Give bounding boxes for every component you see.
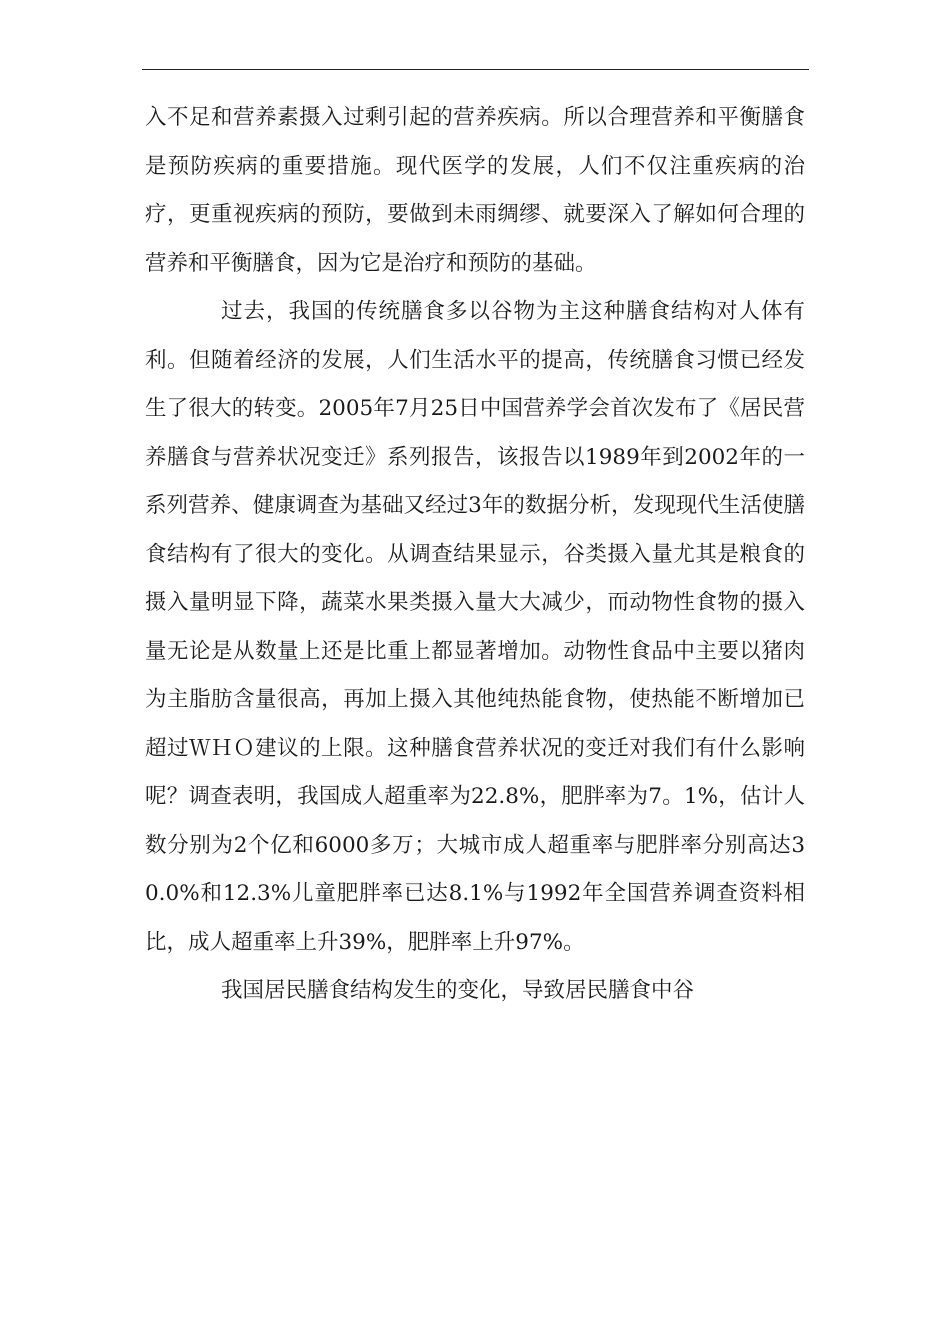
document-body: [145, 94, 805, 1016]
paragraph-2: 过去，我国的传统膳食多以谷物为主这种膳食结构对人体有利。但随着经济的发展，人们生活水平的提高，传统膳食习惯已经发生了很大的转变。2005年7月25日中国营养学会首次发布了《居民营养膳食与营养状况变迁》系列报告，该报告以1989年到2002年的一系列营养、健康调查为基础又经过3年的数据分析，发现现代生活使膳食结构有了很大的变化。从调查结果显示，谷类摄入量尤其是粮食的摄入量明显下降，蔬菜水果类摄入量大大减少，而动物性食物的摄入量无论是从数量上还是比重上都显著增加。动物性食品中主要以猪肉为主脂肪含量很高，再加上摄入其他纯热能食物，使热能不断增加已超过ＷＨＯ建议的上限。这种膳食营养状况的变迁对我们有什么影响呢？调查表明，我国成人超重率为22.8%，肥胖率为7。1%，估计人数分别为2个亿和6000多万；大城市成人超重率与肥胖率分别高达30.0%和12.3%儿童肥胖率已达8.1%与1992年全国营养调查资料相比，成人超重率上升39%，肥胖率上升97%。: [145, 299, 805, 955]
paragraph-1: 入不足和营养素摄入过剩引起的营养疾病。所以合理营养和平衡膳食是预防疾病的重要措施。现代医学的发展，人们不仅注重疾病的治疗，更重视疾病的预防，要做到未雨绸缪、就要深入了解如何合理的营养和平衡膳食，因为它是治疗和预防的基础。: [145, 105, 805, 276]
header-divider: [142, 69, 809, 70]
paragraph-3: 我国居民膳食结构发生的变化，导致居民膳食中谷: [221, 978, 695, 1003]
